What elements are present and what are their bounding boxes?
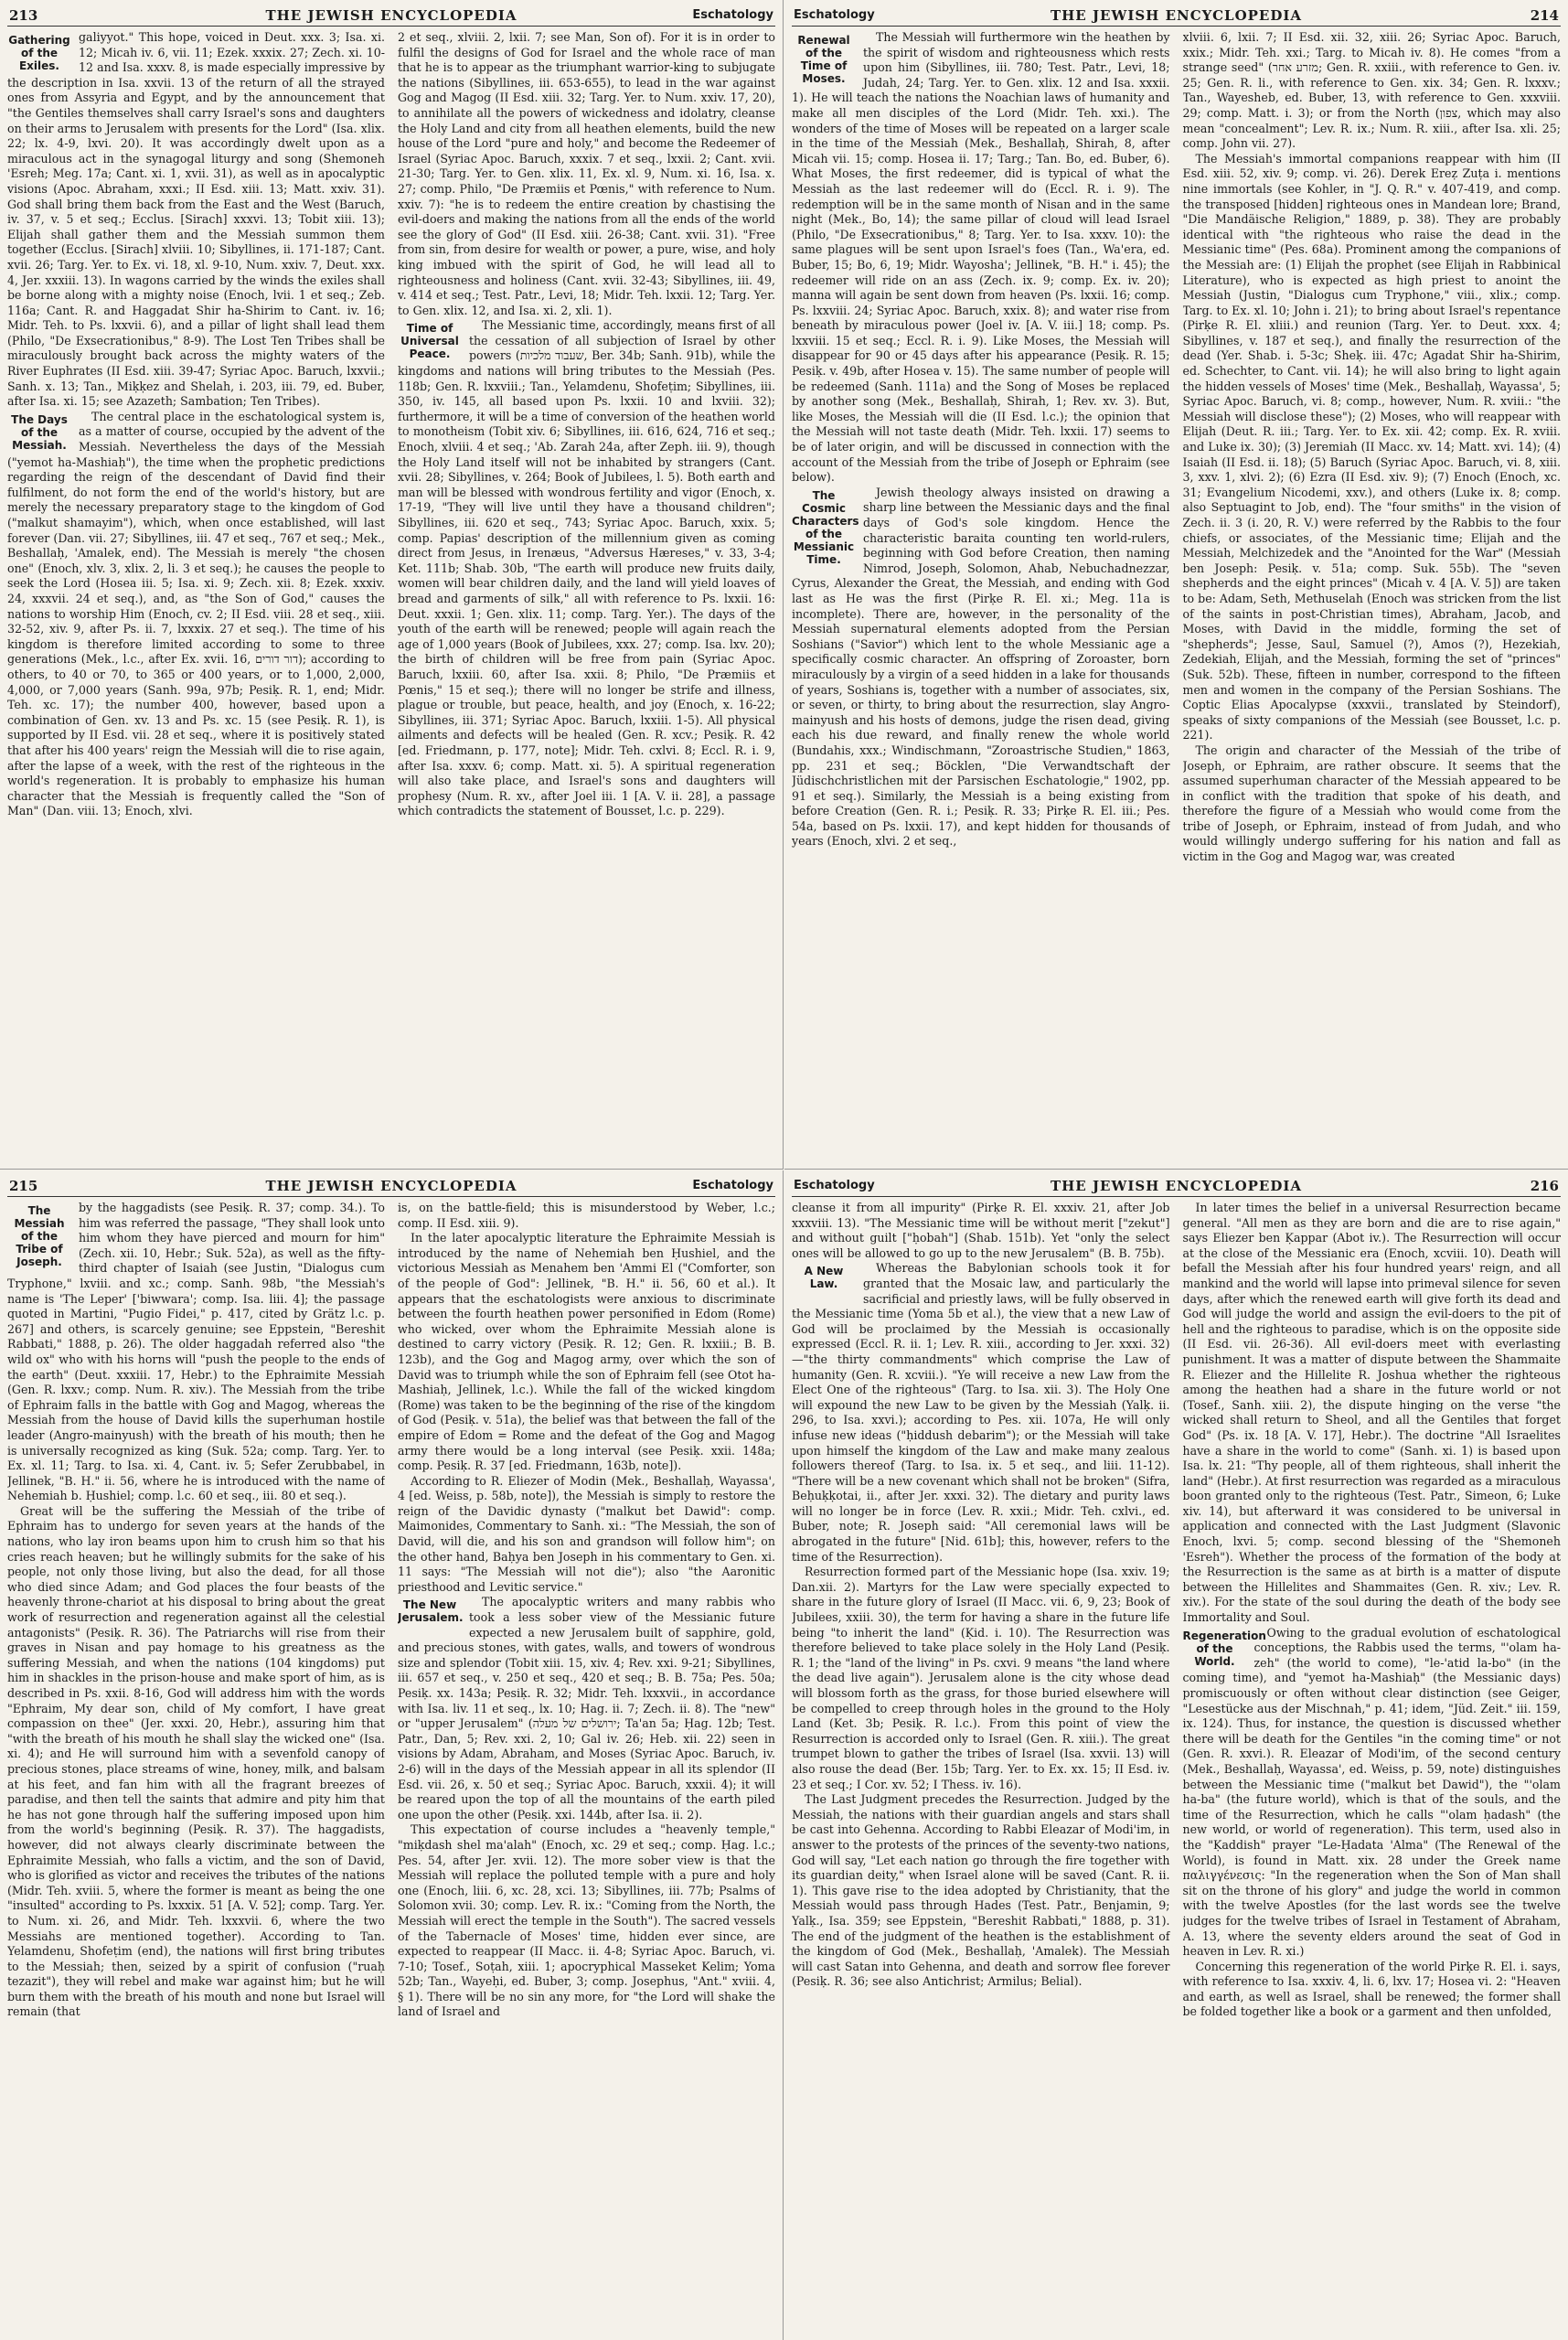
paragraph: Owing to the gradual evolution of eschatological conceptions, the Rabbis used the terms, "'olam ha-zeh" (the world to come), "le-'atid la-bo" (in the coming time), and "yemot ha-Mashiaḥ" (the Messianic days) promiscuously or often without clear distinction (see Geiger, "Lesestücke aus der Mischnah," p. 41; idem, "Jüd. Zeit." iii. 159, ix. 124). Thus, for instance, the question is discussed whether there will be death for the Gentiles "in the coming time" or not (Gen. R. xxvi.). R. Eleazar of Modi'im, of the second century (Mek., Beshallaḥ, Wayassa', ed. Weiss, p. 59, note) distinguishes between the Messianic time ("malkut bet Dawid"), the "'olam ha-ba" (the future world), which is that of the souls, and the time of the Resurrection, which he calls "'olam ḥadash" (the new world, or world of regeneration). This term, used also in the "Ḳaddish" prayer "Le-Ḥadata 'Alma" (The Renewal of the World), is found in Matt. xix. 28 under the Greek name παλιγγένεσις: "In the regeneration when the Son of Man shall sit on the throne of his glory" and judge the world in common with the twelve Apostles (for the last words see the twelve judges for the twelve tribes of Israel in Testament of Abraham, A. 13, where the seventy elders around the seat of God in heaven in Lev. R. xi.) — [1182, 1625, 1561, 1959]
paragraph: In the later apocalyptic literature the Ephraimite Messiah is introduced by the name of Nehemiah ben Ḥushiel, and the victorious Messiah as Menahem ben 'Ammi El ("Comforter, son of the people of God": Jellinek, "B. H." ii. 56, 60 et al.). It appears that the eschatologists were anxious to discriminate between the fourth heathen power personified in Edom (Rome) who wicked, over whom the Ephraimite Messiah alone is destined to carry victory (Pesiḳ. R. 12; Gen. R. lxxiii.; B. B. 123b), and the Gog and Magog army, over which the son of David was to triumph while the son of Ephraim fell (see Otot ha-Mashiaḥ, Jellinek, l.c.). While the fall of the wicked kingdom (Rome) was taken to be the beginning of the rise of the kingdom of God (Pesiḳ. v. 51a), the belief was that between the fall of the empire of Edom = Rome and the defeat of the Gog and Magog army there would be a long interval (see Pesiḳ. xxii. 148a; comp. Pesiḳ. R. 37 [ed. Friedmann, 163b, note]). — [398, 1231, 775, 1473]
paragraph: The Messiah's immortal companions reappear with him (II Esd. xiii. 52, xiv. 9; comp. vi. 26). Derek Ereẓ Zuṭa i. mentions nine immortals (see Kohler, in "J. Q. R." v. 407-419, and comp. the transposed [hidden] righteous ones in Mandean lore; Brand, "Die Mandäische Religion," 1889, p. 38). They are probably identical with "the righteous who raise the dead in the Messianic time" (Pes. 68a). Prominent among the companions of the Messiah are: (1) Elijah the prophet (see Elijah in Rabbinical Literature), who is expected as high priest to anoint the Messiah (Justin, "Dialogus cum Tryphone," viii., xlix.; comp. Targ. to Ex. xl. 10; John i. 21); to bring about Israel's repentance (Pirḳe R. El. xliii.) and reunion (Targ. Yer. to Deut. xxx. 4; Sibyllines, v. 187 et seq.), and finally the resurrection of the dead (Yer. Shab. i. 5-3c; Sheḳ. iii. 47c; Agadat Shir ha-Shirim, ed. Schechter, to Cant. vii. 14); he will also bring to light again the hidden vessels of Moses' time (Mek., Beshallaḥ, Wayassa', 5; Syriac Apoc. Baruch, vi. 8; comp., however, Num. R. xviii.: "the Messiah will disclose these"); (2) Moses, who will reappear with Elijah (Deut. R. iii.; Targ. Yer. to Ex. xii. 42; comp. Ex. R. xviii. and Luke ix. 30); (3) Jeremiah (II Macc. xv. 14; Matt. xvi. 14); (4) Isaiah (II Esd. ii. 18); (5) Baruch (Syriac Apoc. Baruch, vi. 8, xiii. 3, xxv. 1, xlvi. 2); (6) Ezra (II Esd. xiv. 9); (7) Enoch (Enoch, xc. 31; Evangelium Nicodemi, xxv.), and others (Luke ix. 8; comp. also Septuagint to Job, end). The "four smiths" in the vision of Zech. ii. 3 (i. 20, R. V.) were referred by the Rabbis to the four chiefs, or associates, of the Messianic time; Elijah and the Messiah, Melchizedek and the "Anointed for the War" (Messiah ben Joseph: Pesiḳ. v. 51a; comp. Suk. 55b). The "seven shepherds and the eight princes" (Micah v. 4 [A. V. 5]) are taken to be: Adam, Seth, Methuselah (Enoch was stricken from the list of the saints in post-Christian times), Abraham, Jacob, and Moses, with David in the middle, forming the set of "shepherds"; Jesse, Saul, Samuel (?), Amos (?), Hezekiah, Zedekiah, Elijah, and the Messiah, forming the set of "princes" (Suk. 52b). These, fifteen in number, correspond to the fifteen men and women in the company of the Persian Soshians. The Coptic Elias Apocalypse (xxxvii., translated by Steindorf), speaks of sixty companions of the Messiah (see Bousset, l.c. p. 221). — [1182, 151, 1561, 743]
section-name: Eschatology — [794, 8, 875, 22]
column-left — [792, 30, 1170, 1164]
paragraph: According to R. Eliezer of Modin (Mek., Beshallaḥ, Wayassa', 4 [ed. Weiss, p. 58b, note]), the Messiah is simply to restore the reign of the Davidic dynasty ("malkut bet Dawid": comp. Maimonides, Commentary to Sanh. xi.: "The Messiah, the son of David, will die, and his son and grandson will follow him"; on the other hand, Baḥya ben Joseph in his commentary to Gen. xi. 11 says: "The Messiah will not die"); also "the Aaronitic priesthood and Levitic service." — [398, 1473, 775, 1594]
paragraph: The Messianic time, accordingly, means first of all the cessation of all subjection of Israel by other powers (שעבוד מלכיות, Ber. 34b; Sanh. 91b), while the kingdoms and nations will bring tributes to the Messiah (Pes. 118b; Gen. R. lxxviii.; Tan., Yelamdenu, Shofeṭim; Sibyllines, iii. 350, iv. 145, all based upon Ps. lxxii. 10 and lxviii. 32); furthermore, it will be a time of conversion of the heathen world to monotheism (Tobit xiv. 6; Sibyllines, iii. 616, 624, 716 et seq.; Enoch, xlviii. 4 et seq.; 'Ab. Zarah 24a, after Zeph. iii. 9), though the Holy Land itself will not be inhabited by strangers (Cant. xvii. 28; Sibyllines, v. 264; Book of Jubilees, l. 5). Both earth and man will be blessed with wondrous fertility and vigor (Enoch, x. 17-19, "They will live until they have a thousand children"; Sibyllines, iii. 620 et seq., 743; Syriac Apoc. Baruch, xxix. 5; comp. Papias' description of the millennium given as coming direct from Jesus, in Irenæus, "Adversus Hæreses," v. 33, 3-4; Ket. 111b; Shab. 30b, "The earth will produce new fruits daily, women will bear children daily, and the land will yield loaves of bread and garments of silk," all with reference to Ps. lxxii. 16: Deut. xxxii. 1; Gen. xlix. 11; comp. Targ. Yer.). The days of the youth of the earth will be renewed; people will again reach the age of 1,000 years (Book of Jubilees, xxx. 27; comp. Isa. lxv. 20); the birth of children will be free from pain (Syriac Apoc. Baruch, lxxiii. 60, after Isa. xxii. 8; Philo, "De Præmiis et Pœnis," 15 et seq.); there will no longer be strife and illness, plague or trouble, but peace, health, and joy (Enoch, x. 16-22; Sibyllines, iii. 371; Syriac Apoc. Baruch, lxxiii. 1-5). All physical ailments and defects will be healed (Gen. R. xcv.; Pesiḳ. R. 42 [ed. Friedmann, p. 177, note]; Midr. Teh. cxlvi. 8; Eccl. R. i. 9, after Isa. xxxv. 6; comp. Matt. xi. 5). A spiritual regeneration will also take place, and Israel's sons and daughters will prophesy (Num. R. xv., after Joel iii. 1 [A. V. ii. 28], a passage which contradicts the statement of Bousset, l.c. p. 229). — [398, 318, 775, 818]
column-right — [1183, 30, 1562, 1164]
section-name: Eschatology — [692, 1179, 773, 1192]
sidenote: A New Law. — [804, 1265, 844, 1291]
running-title: THE JEWISH ENCYCLOPEDIA — [265, 1178, 517, 1194]
paragraph: Whereas the Babylonian schools took it for granted that the Mosaic law, and particularly the sacrificial and priestly laws, will be fully observed in the Messianic time (Yoma 5b et al.), the view that a new Law of God will be proclaimed by the Messiah is occasionally expressed (Eccl. R. ii. 1; Lev. R. xiii., according to Jer. xxxi. 32)—"the thirty commandments" which comprise the Law of humanity (Gen. R. xcviii.). "Ye will receive a new Law from the Elect One of the righteous" (Targ. to Isa. xii. 3). The Holy One will expound the new Law to be given by the Messiah (Yalḳ. ii. 296, to Isa. xxvi.); according to Pes. xii. 107a, He will only infuse new ideas ("ḥiddush debarim"); or the Messiah will take upon himself the kingdom of the Law and make many zealous followers thereof (Targ. to Isa. ix. 5 et seq., and liii. 11-12). "There will be a new covenant which shall not be broken" (Sifra, Beḥuḳḳotai, ii., after Jer. xxxi. 32). The dietary and purity laws will no longer be in force (Lev. R. xxii.; Midr. Teh. cxlvi., ed. Buber, note; R. Joseph said: "All ceremonial laws will be abrogated in the future" [Nid. 61b]; this, however, refers to the time of the Resurrection). — [792, 1261, 1170, 1564]
paragraph: The Last Judgment precedes the Resurrection. Judged by the Messiah, the nations with their guardian angels and stars shall be cast into Gehenna. According to Rabbi Eleazar of Modi'im, in answer to the protests of the princes of the seventy-two nations, God will say, "Let each nation go through the fire together with its guardian deity," when Israel alone will be saved (Cant. R. ii. 1). This gave rise to the idea adopted by Christianity, that the Messiah would pass through Hades (Test. Patr., Benjamin, 9; Yalḳ., Isa. 359; see Eppstein, "Bereshit Rabbati," 1888, p. 31). The end of the judgment of the heathen is the establishment of the kingdom of God (Mek., Beshallaḥ, 'Amalek). The Messiah will cast Satan into Gehenna, and death and sorrow flee forever (Pesiḳ. R. 36; see also Antichrist; Armilus; Belial). — [792, 1792, 1170, 1989]
page-213 — [0, 0, 784, 1170]
running-title: THE JEWISH ENCYCLOPEDIA — [1050, 7, 1303, 24]
sidenote: The Days of the Messiah. — [11, 412, 68, 452]
paragraph: is, on the battle-field; this is misunderstood by Weber, l.c.; comp. II Esd. xiii. 9). — [398, 1201, 775, 1230]
paragraph: Resurrection formed part of the Messianic hope (Isa. xxiv. 19; Dan.xii. 2). Martyrs for the Law were specially expected to share in the future glory of Israel (II Macc. vii. 6, 9, 23; Book of Jubilees, xxiii. 30), the term for having a share in the future life being "to inherit the land" (Ḳid. i. 10). The Resurrection was therefore believed to take place solely in the Holy Land (Pesiḳ. R. 1; the "land of the living" in Ps. cxvi. 9 means "the land where the dead live again"). Jerusalem alone is the city whose dead will blossom forth as the grass, for those buried elsewhere will be compelled to creep through holes in the ground to the Holy Land (Ket. 3b; Pesiḳ. R. l.c.). From this point of view the Resurrection is accorded only to Israel (Gen. R. xiii.). The great trumpet blown to gather the tribes of Israel (Isa. xxvii. 13) will also rouse the dead (Ber. 15b; Targ. Yer. to Ex. xx. 15; II Esd. iv. 23 et seq.; I Cor. xv. 52; I Thess. iv. 16). — [792, 1565, 1170, 1791]
page-header — [792, 1176, 1561, 1197]
sidenote: Time of Universal Peace. — [400, 322, 459, 361]
paragraph: cleanse it from all impurity" (Pirḳe R. El. xxxiv. 21, after Job xxxviii. 13). "The Messianic time will be without merit ["zekut"] and without guilt ["ḥobah"] (Shab. 151b). Yet "only the select ones will be allowed to go up to the new Jerusalem" (B. B. 75b). — [792, 1201, 1170, 1260]
paragraph: xlviii. 6, lxii. 7; II Esd. xii. 32, xiii. 26; Syriac Apoc. Baruch, xxix.; Midr. Teh. xxi.; Targ. to Micah iv. 8). He comes "from a strange seed" (מזרע אחר; Gen. R. xxiii., with reference to Gen. iv. 25; Gen. R. li., with reference to Gen. xix. 34; Gen. R. lxxxv.; Tan., Wayesheb, ed. Buber, 13, with reference to Gen. xxxviii. 29; comp. Matt. i. 3); or from the North (צפון, which may also mean "concealment"; Lev. R. ix.; Num. R. xiii., after Isa. xli. 25; comp. John vii. 27). — [1182, 30, 1561, 151]
column-right — [398, 1201, 775, 2335]
column-right — [398, 30, 775, 1164]
sidenote: Renewal of the Time of Moses. — [797, 34, 850, 85]
paragraph: This expectation of course includes a "heavenly temple," "miḳdash shel ma'alah" (Enoch, xc. 29 et seq.; comp. Ḥag. l.c.; Pes. 54, after Jer. xvii. 12). The more sober view is that the Messiah will replace the polluted temple with a pure and holy one (Enoch, liii. 6, xc. 28, xci. 13; Sibyllines, iii. 77b; Psalms of Solomon xvii. 30; comp. Lev. R. ix.: "Coming from the North, the Messiah will erect the temple in the South"). The sacred vessels of the Tabernacle of Moses' time, hidden ever since, are expected to reappear (II Macc. ii. 4-8; Syriac Apoc. Baruch, vi. 7-10; Tosef., Soṭah, xiii. 1; apocryphical Masseket Kelim; Yoma 52b; Tan., Wayeḥi, ed. Buber, 3; comp. Josephus, "Ant." xviii. 4, § 1). There will be no sin any more, for "the Lord will shake the land of Israel and — [398, 1822, 775, 2019]
page-number: 216 — [1530, 1178, 1559, 1194]
paragraph: by the haggadists (see Pesiḳ. R. 37; comp. 34.). To him was referred the passage, "They shall look unto him whom they have pierced and mourn for him" (Zech. xii. 10, Hebr.; Suk. 52a), as well as the fifty-third chapter of Isaiah (see Justin, "Dialogus cum Tryphone," lxviii. and xc.; comp. Sanh. 98b, "the Messiah's name is 'The Leper' ['biwwara'; comp. Isa. liii. 4]; the passage quoted in Martini, "Pugio Fidei," p. 417, cited by Grätz l.c. p. 267] and others, is scarcely genuine; see Eppstein, "Bereshit Rabbati," 1888, p. 26). The older haggadah referred also "the wild ox" who with his horns will "push the people to the ends of the earth" (Deut. xxxiii. 17, Hebr.) to the Ephraimite Messiah (Gen. R. lxxv.; comp. Num. R. xiv.). The Messiah from the tribe of Ephraim falls in the battle with Gog and Magog, whereas the Messiah from the house of David kills the superhuman hostile leader (Angro-mainyush) with the breath of his mouth; then he is universally recognized as king (Suk. 52a; comp. Targ. Yer. to Ex. xl. 11; Targ. to Isa. xi. 4, Cant. iv. 5; Sefer Zerubbabel, in Jellinek, "B. H." ii. 56, where he is introduced with the name of Nehemiah b. Ḥushiel; comp. l.c. 60 et seq., iii. 80 et seq.). — [7, 1201, 385, 1503]
sidenote: The New Jerusalem. — [398, 1598, 464, 1625]
running-title: THE JEWISH ENCYCLOPEDIA — [1050, 1178, 1303, 1194]
page-216 — [784, 1170, 1568, 2340]
paragraph: The apocalyptic writers and many rabbis who took a less sober view of the Messianic future expected a new Jerusalem built of sapphire, gold, and precious stones, with gates, walls, and towers of wondrous size and splendor (Tobit xiii. 15, xiv. 4; Rev. xxi. 9-21; Sibyllines, iii. 657 et seq., v. 250 et seq., 420 et seq.; B. B. 75a; Pes. 50a; Pesiḳ. xx. 143a; Pesiḳ. R. 32; Midr. Teh. lxxxvii., in accordance with Isa. liv. 11 et seq., lx. 10; Hag. ii. 7; Zech. ii. 8). The "new" or "upper Jerusalem" (ירושלים של מעלה; Ta'an 5a; Ḥag. 12b; Test. Patr., Dan, 5; Rev. xxi. 2, 10; Gal iv. 26; Heb. xii. 22) seen in visions by Adam, Abraham, and Moses (Syriac Apoc. Baruch, iv. 2-6) will in the days of the Messiah appear in all its splendor (II Esd. vii. 26, x. 50 et seq.; Syriac Apoc. Baruch, xxxii. 4); it will be reared upon the top of all the mountains of the earth piled one upon the other (Pesiḳ. xxi. 144b, after Isa. ii. 2). — [398, 1595, 775, 1822]
paragraph: The origin and character of the Messiah of the tribe of Joseph, or Ephraim, are rather obscure. It seems that the assumed superhuman character of the Messiah appeared to be in conflict with the tradition that spoke of his death, and therefore the figure of a Messiah who would come from the tribe of Joseph, or Ephraim, instead of from Judah, and who would willingly undergo suffering for his nation and fall as victim in the Gog and Magog war, was created — [1182, 743, 1561, 864]
column-right — [1183, 1201, 1562, 2335]
sidenote: The Cosmic Characters of the Messianic Time. — [792, 488, 859, 566]
paragraph: Jewish theology always insisted on drawing a sharp line between the Messianic days and the final days of God's sole kingdom. Hence the characteristic baraita counting ten world-rulers, beginning with God before Creation, then naming Nimrod, Joseph, Solomon, Ahab, Nebuchadnezzar, Cyrus, Alexander the Great, the Messiah, and ending with God last as He was the first (Pirḳe R. El. xi.; Meg. 11a is incomplete). There are, however, in the personality of the Messiah supernatural elements adopted from the Persian Soshians ("Savior") which lent to the whole Messianic age a specifically cosmic character. An offspring of Zoroaster, born miraculously by a virgin of a seed hidden in a lake for thousands of years, Soshians is, together with a number of associates, six, or seven, or thirty, to bring about the resurrection, slay Angro-mainyush and his hosts of demons, judge the risen dead, giving each his due reward, and finally renew the whole world (Bundahis, xxx.; Windischmann, "Zoroastrische Studien," 1863, pp. 231 et seq.; Böcklen, "Die Verwandtschaft der Jüdischchristlichen mit der Parsischen Eschatologie," 1902, pp. 91 et seq.). Similarly, the Messiah is a being existing from before Creation (Gen. R. i.; Pesiḳ. R. 33; Pirḳe R. El. iii.; Pes. 54a, based on Ps. lxxii. 17), and kept hidden for thousands of years (Enoch, xlvi. 2 et seq., — [792, 485, 1170, 849]
page-214 — [784, 0, 1568, 1170]
page-header — [792, 5, 1561, 27]
running-title: THE JEWISH ENCYCLOPEDIA — [265, 7, 517, 24]
sidenote: Gathering of the Exiles. — [8, 34, 70, 72]
paragraph: Concerning this regeneration of the world Pirḳe R. El. i. says, with reference to Isa. xxxiv. 4, li. 6, lxv. 17; Hosea vi. 2: "Heaven and earth, as well as Israel, shall be renewed; the former shall be folded together like a book or a garment and then unfolded, — [1182, 1959, 1561, 2019]
page-header — [7, 5, 775, 27]
paragraph: The Messiah will furthermore win the heathen by the spirit of wisdom and righteousness which rests upon him (Sibyllines, iii. 780; Test. Patr., Levi, 18; Judah, 24; Targ. Yer. to Gen. xlix. 12 and Isa. xxxii. 1). He will teach the nations the Noachian laws of humanity and make all men disciples of the Lord (Midr. Teh. xxi.). The wonders of the time of Moses will be repeated on a larger scale in the time of the Messiah (Mek., Beshallaḥ, Shirah, 8, after Micah vii. 15; comp. Hosea ii. 17; Targ.; Tan. Bo, ed. Buber, 6). What Moses, the first redeemer, did is typical of what the Messiah as the last redeemer will do (Eccl. R. i. 9). The redemption will be in the same month of Nisan and in the same night (Mek., Bo, 14); the same pillar of cloud will lead Israel (Philo, "De Exsecrationibus," 8; Targ. Yer. to Isa. xxxv. 10): the same plagues will be sent upon Israel's foes (Tan., Wa'era, ed. Buber, 15; Bo, 6, 19; Midr. Wayosha'; Jellinek, "B. H." i. 45); the redeemer will ride on an ass (Zech. ix. 9; comp. Ex. iv. 20); manna will again be sent down from heaven (Ps. lxxii. 16; comp. Ps. lxxviii. 24; Syriac Apoc. Baruch, xxix. 8); and water rise from beneath by miraculous power (Joel iv. [A. V. iii.] 18; comp. Ps. lxxviii. 15 et seq.; Eccl. R. i. 9). Like Moses, the Messiah will disappear for 90 or 45 days after his appearance (Pesiḳ. R. 15; Pesiḳ. v. 49b, after Hosea v. 15). The same number of people will be redeemed (Sanh. 111a) and the Song of Moses be replaced by another song (Mek., Beshallaḥ, Shirah, 1; Rev. xv. 3). But, like Moses, the Messiah will die (II Esd. l.c.); the opinion that the Messiah will not taste death (Midr. Teh. lxxii. 17) seems to be of later origin, and will be discussed in connection with the account of the Messiah from the tribe of Joseph or Ephraim (see below). — [792, 30, 1170, 485]
paragraph: 2 et seq., xlviii. 2, lxii. 7; see Man, Son of). For it is in order to fulfil the designs of God for Israel and the whole race of man that he is to appear as the triumphant warrior-king to subjugate the nations (Sibyllines, iii. 653-655), to lead in the war against Gog and Magog (II Esd. xiii. 32; Targ. Yer. to Num. xxiv. 17, 20), to annihilate all the powers of wickedness and idolatry, cleanse the Holy Land and city from all heathen elements, build the new house of the Lord "pure and holy," and become the Redeemer of Israel (Syriac Apoc. Baruch, xxxix. 7 et seq., lxxii. 2; Cant. xvii. 21-30; Targ. Yer. to Gen. xlix. 11, Ex. xl. 9, Num. xi. 16, Isa. x. 27; comp. Philo, "De Præmiis et Pœnis," with reference to Num. xxiv. 7): "he is to redeem the entire creation by chastising the evil-doers and making the nations from all the ends of the world see the glory of God" (II Esd. xiii. 26-38; Cant. xvii. 31). "Free from sin, from desire for wealth or power, a pure, wise, and holy king imbued with the spirit of God, he will lead all to righteousness and holiness (Cant. xvii. 32-43; Sibyllines, iii. 49, v. 414 et seq.; Test. Patr., Levi, 18; Midr. Teh. lxxii. 12; Targ. Yer. to Gen. xlix. 12, and Isa. xi. 2, xli. 1). — [398, 30, 775, 317]
column-left — [7, 30, 385, 1164]
section-name: Eschatology — [692, 8, 773, 22]
page-number: 215 — [9, 1178, 38, 1194]
page-number: 214 — [1530, 7, 1559, 24]
page-number: 213 — [9, 7, 38, 24]
paragraph: In later times the belief in a universal Resurrection became general. "All men as they are born and die are to rise again," says Eliezer ben Ḳappar (Abot iv.). The Resurrection will occur at the close of the Messianic era (Enoch, xcviii. 10). Death will befall the Messiah after his four hundred years' reign, and all mankind and the world will lapse into primeval silence for seven days, after which the renewed earth will give forth its dead and God will judge the world and assign the evil-doers to the pit of hell and the righteous to paradise, which is on the opposite side (II Esd. vii. 26-36). All evil-doers meet with everlasting punishment. It was a matter of dispute between the Shammaite R. Eliezer and the Hillelite R. Joshua whether the righteous among the heathen had a share in the future world or not (Tosef., Sanh. xiii. 2), the dispute hinging on the verse "the wicked shall return to Sheol, and all the Gentiles that forget God" (Ps. ix. 18 [A. V. 17], Hebr.). The doctrine "All Israelites have a share in the world to come" (Sanh. xi. 1) is based upon Isa. lx. 21: "Thy people, all of them righteous, shall inherit the land" (Hebr.). At first resurrection was regarded as a miraculous boon granted only to the righteous (Test. Patr., Simeon, 6; Luke xiv. 14), but afterward it was considered to be universal in application and connected with the Last Judgment (Slavonic Enoch, lxvi. 5; comp. second blessing of the "Shemoneh 'Esreh"). Whether the process of the formation of the body at the Resurrection is the same as at birth is a matter of dispute between the Hillelites and Shammaites (Gen. R. xiv.; Lev. R. xiv.). For the state of the soul during the death of the body see Immortality and Soul. — [1182, 1201, 1561, 1625]
paragraph: Great will be the suffering the Messiah of the tribe of Ephraim has to undergo for seven years at the hands of the nations, who lay iron beams upon him to crush him so that his cries reach heaven; but he willingly submits for the sake of his people, not only those living, but also the dead, for all those who died since Adam; and God places the four beasts of the heavenly throne-chariot at his disposal to bring about the great work of resurrection and regeneration against all the celestial antagonists" (Pesiḳ. R. 36). The Patriarchs will rise from their graves in Nisan and pay homage to his greatness as the suffering Messiah, and when the nations (104 kingdoms) put him in shackles in the prison-house and make sport of him, as is described in Ps. xxii. 8-16, God will address him with the words "Ephraim, My dear son, child of My comfort, I have great compassion on thee" (Jer. xxxi. 20, Hebr.), assuring him that "with the breath of his mouth he shall slay the wicked one" (Isa. xi. 4); and He will surround him with a sevenfold canopy of precious stones, place streams of wine, honey, milk, and balsam at his feet, and fan him with all the fragrant breezes of paradise, and then tell the saints that admire and pity him that he has not gone through half the suffering imposed upon him from the world's beginning (Pesiḳ. R. 37). The haggadists, however, did not always clearly discriminate between the Ephraimite Messiah, who falls a victim, and the son of David, who is glorified as victor and receives the tributes of the nations (Midr. Teh. xviii. 5, where the former is meant as being the one "insulted" according to Ps. lxxxix. 51 [A. V. 52]; comp. Targ. Yer. to Num. xi. 26, and Midr. Teh. lxxxvii. 6, where the two Messiahs are mentioned together). According to Tan. Yelamdenu, Shofeṭim (end), the nations will first bring tributes to the Messiah; then, seized by a spirit of confusion ("ruaḥ tezazit"), they will rebel and make war against him; but he will burn them with the breath of his mouth and none but Israel will remain (that — [7, 1503, 385, 2019]
sidenote: The Messiah of the Tribe of Joseph. — [14, 1204, 65, 1268]
page-215 — [0, 1170, 784, 2340]
column-left — [7, 1201, 385, 2335]
page-header — [7, 1176, 775, 1197]
sidenote: Regeneration of the World. — [1182, 1629, 1266, 1668]
column-left — [792, 1201, 1170, 2335]
section-name: Eschatology — [794, 1179, 875, 1192]
paragraph: galiyyot." This hope, voiced in Deut. xxx. 3; Isa. xi. 12; Micah iv. 6, vii. 11; Ezek. xxxix. 27; Zech. xi. 10-12 and Isa. xxxv. 8, is made especially impressive by the description in Isa. xxvii. 13 of the return of all the strayed ones from Assyria and Egypt, and by the announcement that "the Gentiles themselves shall carry Israel's sons and daughters on their arms to Jerusalem with presents for the Lord" (Isa. xlix. 22; lx. 4-9, lxvi. 20). It was accordingly dwelt upon as a miraculous act in the synagogal liturgy and song (Shemoneh 'Esreh; Meg. 17a; Cant. xi. 1, xvii. 31), as well as in apocalyptic visions (Apoc. Abraham, xxxi.; II Esd. xiii. 13; Matt. xxiv. 31). God shall bring them back from the East and the West (Baruch, iv. 37, v. 5 et seq.; Ecclus. [Sirach] xxxvi. 13; Tobit xiii. 13); Elijah shall gather them and the Messiah summon them together (Ecclus. [Sirach] xlviii. 10; Sibyllines, ii. 171-187; Cant. xvii. 26; Targ. Yer. to Ex. vi. 18, xl. 9-10, Num. xxiv. 7, Deut. xxx. 4, Jer. xxxiii. 13). In wagons carried by the winds the exiles shall be borne along with a mighty noise (Enoch, lvii. 1 et seq.; Zeb. 116a; Cant. R. and Haggadat Shir ha-Shirim to Cant. iv. 16; Midr. Teh. to Ps. lxxvii. 6), and a pillar of light shall lead them (Philo, "De Exsecrationibus," 8-9). The Lost Ten Tribes shall be miraculously brought back across the mighty waters of the River Euphrates (II Esd. xiii. 39-47; Syriac Apoc. Baruch, lxxvii.; Sanh. x. 13; Tan., Miḳḳez and Shelah, i. 203, iii. 79, ed. Buber, after Isa. xi. 15; see Azazeth; Sambation; Ten Tribes). — [7, 30, 385, 409]
paragraph: The central place in the eschatological system is, as a matter of course, occupied by the advent of the Messiah. Nevertheless the days of the Messiah ("yemot ha-Mashiaḥ"), the time when the prophetic predictions regarding the reign of the descendant of David find their fulfilment, do not form the end of the world's history, but are merely the necessary preparatory stage to the kingdom of God ("malkut shamayim"), which, when once established, will last forever (Dan. vii. 27; Sibyllines, iii. 47 et seq., 767 et seq.; Mek., Beshallaḥ, 'Amalek, end). The Messiah is merely "the chosen one" (Enoch, xlv. 3, xlix. 2, li. 3 et seq.); he causes the people to seek the Lord (Hosea iii. 5; Isa. xi. 9; Zech. xii. 8; Ezek. xxxiv. 24, xxxvii. 24 et seq.), and, as "the Son of God," causes the nations to worship Him (Enoch, cv. 2; II Esd. viii. 28 et seq., xiii. 32-52, xiv. 9, after Ps. ii. 7, lxxxix. 27 et seq.). The time of his kingdom is therefore limited according to some to three generations (Mek., l.c., after Ex. xvii. 16, דור דורים); according to others, to 40 or 70, to 365 or 400 years, or to 1,000, 2,000, 4,000, or 7,000 years (Sanh. 99a, 97b; Pesiḳ. R. 1, end; Midr. Teh. xc. 17); the number 400, however, based upon a combination of Gen. xv. 13 and Ps. xc. 15 (see Pesiḳ. R. 1), is supported by II Esd. vii. 28 et seq., where it is positively stated that after his 400 years' reign the Messiah will die to rise again, after the lapse of a week, with the rest of the righteous in the world's regeneration. It is probably to emphasize his human character that the Messiah is frequently called the "Son of Man" (Dan. viii. 13; Enoch, xlvi. — [7, 409, 385, 818]
